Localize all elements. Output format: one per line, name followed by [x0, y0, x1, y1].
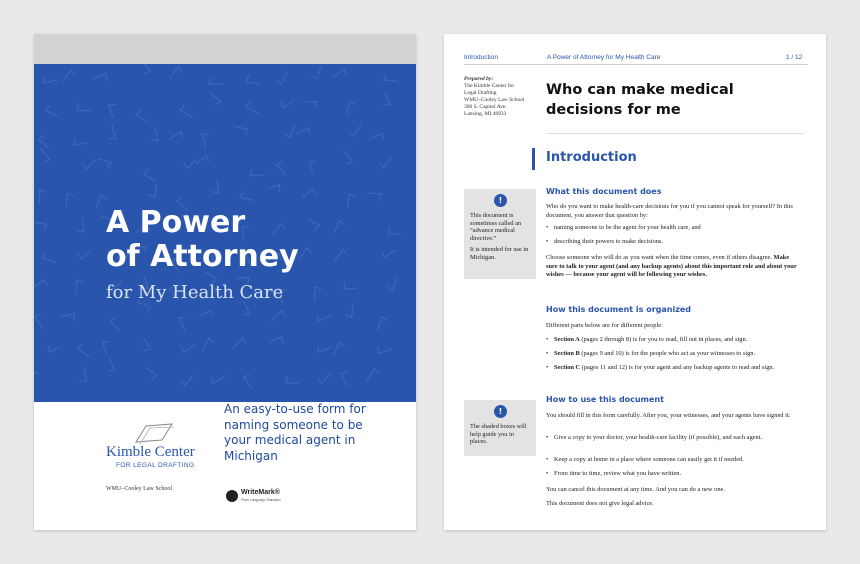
callout-box	[464, 189, 536, 279]
paragraph-bold-text: Make sure to talk to your agent (and any backup agents) about this important role and about your wishes — because your agent will be following your wishes.	[546, 254, 797, 279]
paragraph-emphasis	[546, 254, 802, 280]
callout-text: The shaded boxes will help guide you in places.	[470, 423, 527, 446]
section-text: (pages 9 and 10) is for the people who act as your witnesses to sign.	[579, 350, 756, 357]
callout-text: This document is sometimes called an “advance medical directive.”	[470, 212, 522, 242]
prepared-by-block	[464, 76, 544, 118]
paragraph: Different parts below are for different people:	[546, 322, 663, 329]
paragraph: Who do you want to make health-care decisions for you if you cannot speak for yourself? In this document, you answer that question by:	[546, 203, 793, 219]
page-number: 1 / 12	[786, 54, 803, 61]
section-item	[546, 364, 802, 373]
section-text: (pages 11 and 12) is for your agent and any backup agents to read and sign.	[580, 364, 775, 371]
callout-box	[464, 400, 536, 456]
section-label: Section B	[554, 350, 580, 357]
writemark-subtitle: Plain Language Standard	[241, 498, 281, 502]
prepared-line: Legal Drafting	[464, 90, 497, 96]
cover-top-strip	[34, 34, 416, 64]
paragraph-text: Choose someone who will do as you want when the time comes, even if others disagree.	[546, 254, 774, 261]
writemark-name: WriteMark®	[241, 489, 280, 496]
logo-subtitle: FOR LEGAL DRAFTING	[116, 462, 195, 469]
cover-title-line1: A Power	[106, 205, 246, 240]
page-title: Who can make medical decisions for me	[546, 82, 734, 118]
bullet-item: • naming someone to be the agent for your health care, and	[546, 224, 802, 233]
section-text: (pages 2 through 8) is for you to read, fill out in places, and sign.	[579, 336, 748, 343]
exclamation-icon: !	[494, 405, 507, 418]
running-header-title: A Power of Attorney for My Health Care	[547, 54, 661, 61]
bullet-item: • Keep a copy at home in a place where someone can easily get it if needed.	[546, 456, 802, 465]
writemark-icon	[226, 490, 238, 502]
section-heading: Introduction	[546, 150, 637, 165]
logo-name: Kimble Center	[106, 444, 195, 460]
title-divider	[546, 133, 804, 134]
writemark-logo	[226, 489, 296, 505]
bullet-item: • Give a copy to your doctor, your health-care facility (if possible), and each agent.	[546, 434, 802, 443]
section-accent-bar	[532, 148, 535, 170]
cover-title	[106, 206, 396, 274]
paragraph: You can cancel this document at any time. And you can do a new one.	[546, 486, 725, 493]
subheading-how-to-use: How to use this document	[546, 395, 664, 404]
cover-tagline: An easy-to-use form for naming someone to be your medical agent in Michigan	[224, 402, 366, 463]
kimble-center-logo	[102, 422, 212, 480]
law-school-name: WMU–Cooley Law School	[106, 486, 172, 492]
logo-mark-icon	[132, 422, 176, 446]
running-header-section: Introduction	[464, 54, 498, 61]
cover-title-line2: of Attorney	[106, 239, 299, 274]
prepared-line: 300 S. Capitol Ave.	[464, 104, 507, 110]
section-label: Section A	[554, 336, 580, 343]
header-divider	[464, 64, 808, 65]
subheading-what: What this document does	[546, 187, 662, 196]
cover-page	[34, 34, 416, 530]
paragraph: This document does not give legal advice.	[546, 500, 654, 507]
interior-page	[444, 34, 826, 530]
section-item	[546, 336, 802, 345]
prepared-line: WMU–Cooley Law School	[464, 97, 525, 103]
section-item	[546, 350, 802, 359]
prepared-by-label: Prepared by:	[464, 76, 494, 82]
section-label: Section C	[554, 364, 581, 371]
prepared-line: Lansing, MI 48933	[464, 111, 507, 117]
cover-subtitle: for My Health Care	[106, 282, 284, 303]
callout-text: It is intended for use in Michigan.	[470, 246, 529, 261]
bullet-item: • describing their powers to make decisions.	[546, 238, 802, 247]
prepared-line: The Kimble Center for	[464, 83, 515, 89]
exclamation-icon: !	[494, 194, 507, 207]
subheading-organized: How this document is organized	[546, 305, 692, 314]
bullet-item: • From time to time, review what you have written.	[546, 470, 802, 479]
paragraph: You should fill in this form carefully. After you, your witnesses, and your agents have signed it:	[546, 412, 791, 419]
